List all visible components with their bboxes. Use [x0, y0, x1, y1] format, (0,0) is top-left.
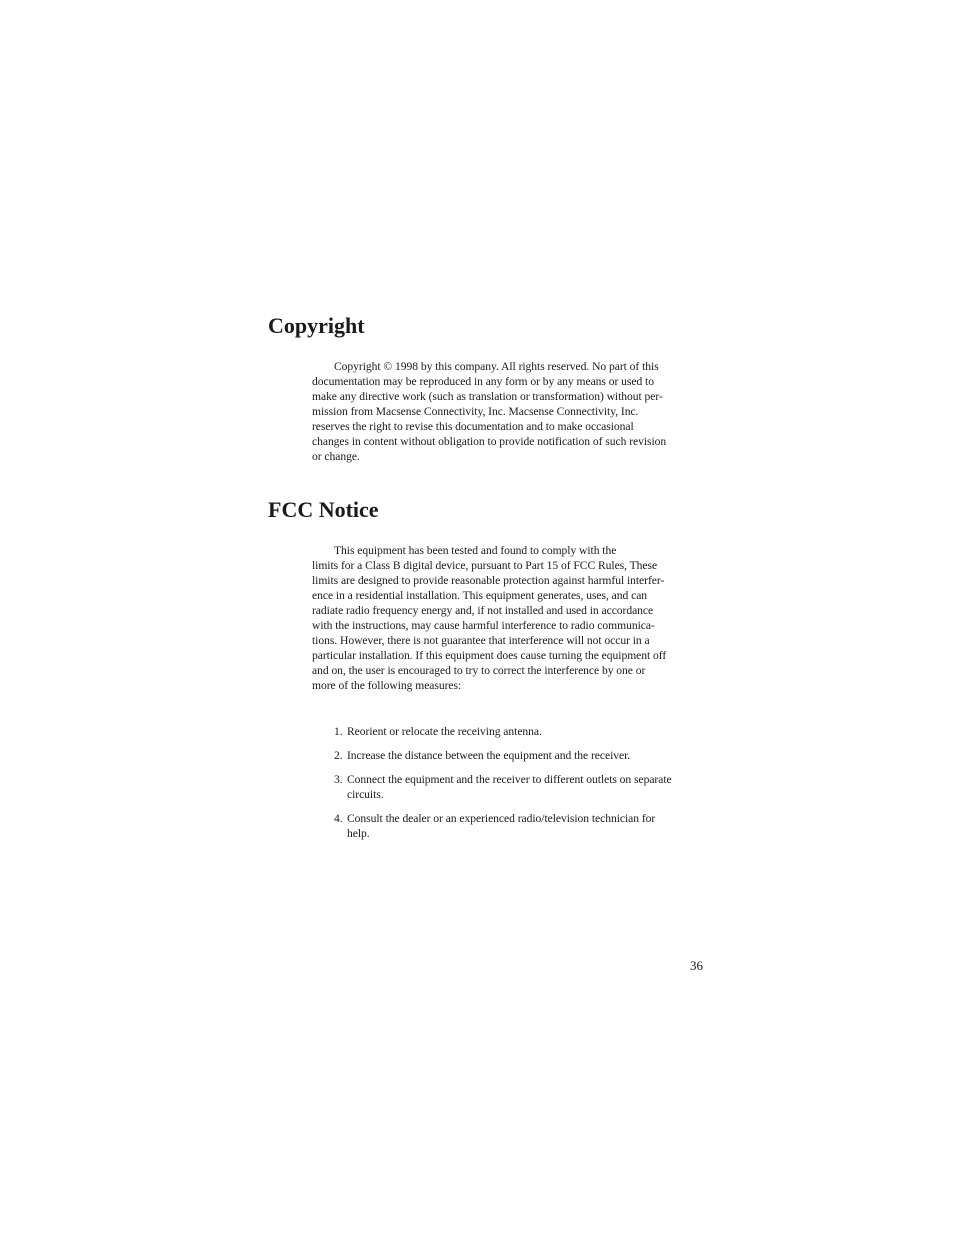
list-item — [334, 724, 714, 739]
list-item-text — [334, 724, 714, 739]
copyright-paragraph — [312, 359, 712, 464]
list-item-number: 4. — [334, 812, 343, 825]
paragraph-line: documentation may be reproduced in any form or by any means or used to — [312, 375, 654, 388]
paragraph-line: tions. However, there is not guarantee that interference will not occur in a — [312, 634, 650, 647]
fcc-notice-paragraph — [312, 543, 712, 693]
fcc-notice-heading: FCC Notice — [268, 497, 379, 522]
paragraph-line: limits are designed to provide reasonable protection against harmful interfer- — [312, 574, 665, 587]
copyright-heading: Copyright — [268, 313, 365, 338]
list-item-number: 2. — [334, 749, 343, 762]
paragraph-line: make any directive work (such as translation or transformation) without per- — [312, 390, 663, 403]
paragraph-line: reserves the right to revise this documentation and to make occasional — [312, 420, 634, 433]
list-item-text — [334, 811, 714, 841]
list-item-line: Consult the dealer or an experienced radio/television technician for — [347, 812, 656, 825]
list-item-line: Reorient or relocate the receiving antenna. — [347, 725, 542, 738]
list-item-number: 3. — [334, 773, 343, 786]
paragraph-line: or change. — [312, 450, 360, 463]
paragraph-line: with the instructions, may cause harmful interference to radio communica- — [312, 619, 655, 632]
list-item-number: 1. — [334, 725, 343, 738]
list-item-text — [334, 748, 714, 763]
paragraph-line: more of the following measures: — [312, 679, 462, 692]
paragraph-line: radiate radio frequency energy and, if not installed and used in accordance — [312, 604, 654, 617]
list-item — [334, 772, 714, 802]
paragraph-line: changes in content without obligation to provide notification of such revision — [312, 435, 667, 448]
list-item — [334, 811, 714, 841]
paragraph-line: mission from Macsense Connectivity, Inc. Macsense Connectivity, Inc. — [312, 405, 639, 418]
list-item-line: Increase the distance between the equipment and the receiver. — [347, 749, 631, 762]
page-number: 36 — [690, 958, 703, 973]
paragraph-line: ence in a residential installation. This equipment generates, uses, and can — [312, 589, 648, 602]
paragraph-line: particular installation. If this equipment does cause turning the equipment off — [312, 649, 667, 662]
list-item-line: help. — [347, 827, 370, 840]
list-item-line: Connect the equipment and the receiver to different outlets on separate — [347, 773, 672, 786]
list-item — [334, 748, 714, 763]
list-item-line: circuits. — [347, 788, 384, 801]
paragraph-line: and on, the user is encouraged to try to correct the interference by one or — [312, 664, 646, 677]
paragraph-line: Copyright © 1998 by this company. All rights reserved. No part of this — [334, 360, 659, 373]
paragraph-line: limits for a Class B digital device, pursuant to Part 15 of FCC Rules, These — [312, 559, 658, 572]
list-item-text — [334, 772, 714, 802]
paragraph-line: This equipment has been tested and found to comply with the — [334, 544, 617, 557]
